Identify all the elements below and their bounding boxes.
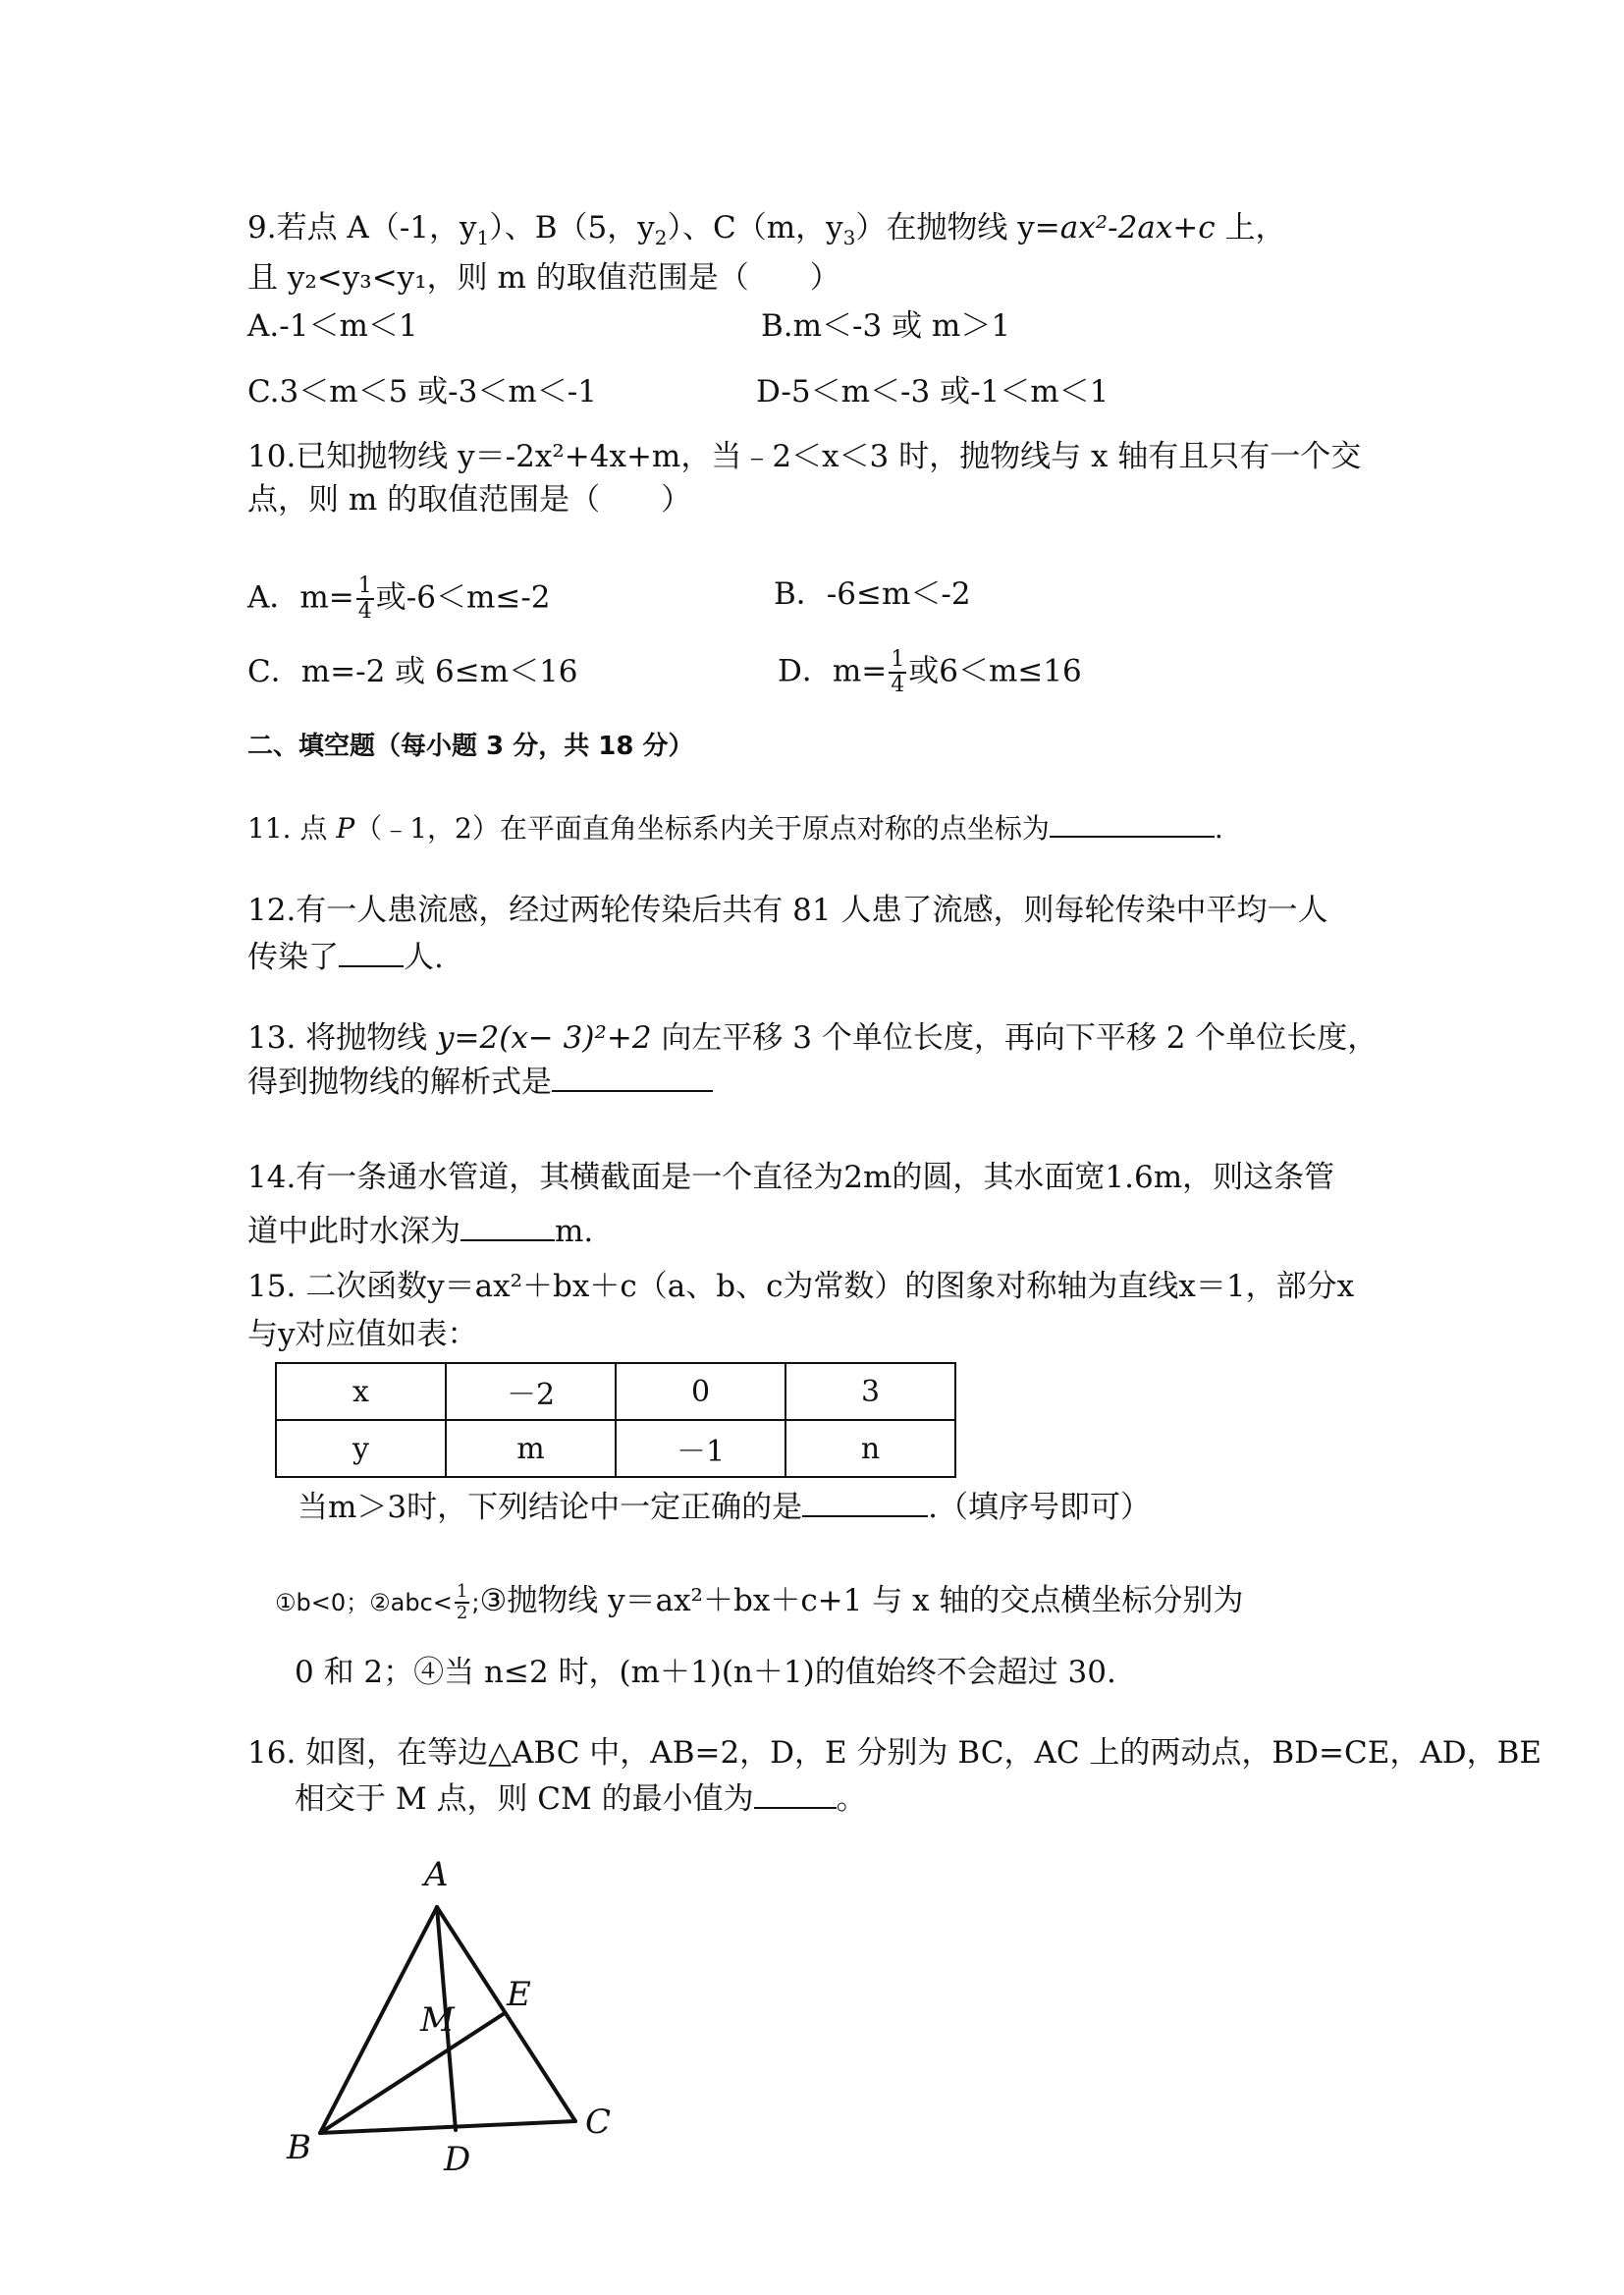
q11-suffix: （﹣1，2）在平面直角坐标系内关于原点对称的点坐标为	[354, 812, 1050, 845]
q9-text-e: 上，	[1215, 210, 1286, 246]
q15-statements-rest: ③抛物线 y＝ax²＋bx＋c+1 与 x 轴的交点横坐标分别为	[479, 1583, 1244, 1618]
q11-var: P	[336, 812, 355, 845]
q13-line2-text: 得到抛物线的解析式是	[247, 1065, 552, 1100]
q15-condition-suffix: .（填序号即可）	[928, 1490, 1151, 1525]
q11-end: .	[1214, 812, 1223, 845]
table-cell: x	[276, 1363, 446, 1420]
q15-statements-small-end: ;	[471, 1589, 480, 1616]
q9-sub-1: 1	[476, 226, 490, 250]
q16-line1: 16. 如图，在等边△ABC 中，AB=2，D，E 分别为 BC，AC 上的两动点，BD=CE，AD，BE	[247, 1735, 1543, 1771]
side-bc	[320, 2121, 575, 2133]
q10-option-d	[778, 648, 1082, 697]
q10-option-d-suffix: 或6＜m≤16	[908, 653, 1082, 689]
q9-text-d: ）在抛物线 y=	[855, 210, 1060, 246]
triangle-figure	[275, 1846, 648, 2180]
table-cell: n	[785, 1420, 955, 1477]
fraction-denominator: 4	[891, 673, 905, 697]
q10-option-d-fraction	[889, 648, 906, 697]
q9-line2: 且 y₂<y₃<y₁，则 m 的取值范围是（ ）	[247, 260, 840, 296]
q13-line2	[247, 1063, 713, 1102]
table-row	[276, 1420, 955, 1477]
label-m: M	[420, 2000, 455, 2040]
label-d: D	[444, 2140, 471, 2179]
label-e: E	[507, 1975, 531, 2014]
q10-option-b: B．-6≤m＜-2	[774, 576, 971, 612]
table-cell: m	[446, 1420, 616, 1477]
q9-text-b: ）、B（5，y	[489, 210, 655, 246]
q13-formula: y=2(x− 3)²+2	[437, 1020, 652, 1056]
table-cell: 0	[616, 1363, 785, 1420]
table-cell: 3	[785, 1363, 955, 1420]
q10-option-a-prefix: A．m=	[247, 579, 354, 616]
q16-line2	[295, 1779, 867, 1819]
q9-option-b: B.m＜-3 或 m＞1	[761, 308, 1011, 344]
q9-text-a: 9.若点 A（-1，y	[247, 210, 477, 246]
q9-option-a: A.-1＜m＜1	[247, 308, 418, 344]
q10-option-d-prefix: D．m=	[778, 653, 888, 689]
label-b: B	[287, 2128, 311, 2167]
q15-line1: 15. 二次函数y＝ax²＋bx＋c（a、b、c为常数）的图象对称轴为直线x＝1，部分x	[247, 1269, 1355, 1304]
q15-condition	[298, 1488, 1151, 1527]
q15-statements-line2: 0 和 2；④当 n≤2 时，(m＋1)(n＋1)的值始终不会超过 30.	[295, 1655, 1116, 1690]
table-cell: －2	[446, 1363, 616, 1420]
q9-option-c: C.3＜m＜5 或-3＜m＜-1	[247, 374, 597, 410]
answer-blank	[339, 940, 404, 967]
q9-sub-3: 3	[842, 226, 856, 250]
q16-line2-prefix: 相交于 M 点，则 CM 的最小值为	[295, 1781, 754, 1817]
answer-blank	[460, 1214, 555, 1241]
value-table	[275, 1362, 956, 1478]
q13-suffix: 向左平移 3 个单位长度，再向下平移 2 个单位长度，	[651, 1020, 1379, 1056]
answer-blank	[802, 1490, 928, 1517]
q15-statements-small: ①b<0；②abc<	[275, 1589, 453, 1616]
table-cell: －1	[616, 1420, 785, 1477]
fraction-numerator: 1	[357, 574, 372, 598]
segment-be	[320, 2013, 505, 2133]
q14-line2	[247, 1212, 593, 1251]
q10-line1: 10.已知抛物线 y＝-2x²+4x+m，当﹣2＜x＜3 时，抛物线与 x 轴有且只有一个交	[247, 439, 1362, 474]
table-row	[276, 1363, 955, 1420]
q15-fraction	[455, 1582, 469, 1623]
q15-line2: 与y对应值如表：	[247, 1317, 478, 1352]
fraction-numerator: 1	[891, 647, 905, 672]
q10-option-a-fraction	[356, 574, 374, 624]
q13-prefix: 13. 将抛物线	[247, 1020, 438, 1056]
q14-line2-prefix: 道中此时水深为	[247, 1214, 460, 1249]
q12-line1: 12.有一人患流感，经过两轮传染后共有 81 人患了流感，则每轮传染中平均一人	[247, 893, 1328, 928]
fraction-denominator: 2	[456, 1602, 468, 1623]
answer-blank	[754, 1781, 837, 1809]
label-c: C	[585, 2103, 612, 2142]
q14-line2-suffix: m.	[555, 1214, 594, 1249]
section-heading: 二、填空题（每小题 3 分，共 18 分）	[247, 732, 694, 761]
q9-text-c: ）、C（m，y	[667, 210, 843, 246]
q10-option-a	[247, 574, 551, 624]
q15-condition-prefix: 当m＞3时，下列结论中一定正确的是	[298, 1490, 803, 1525]
q14-line1: 14.有一条通水管道，其横截面是一个直径为2m的圆，其水面宽1.6m，则这条管	[247, 1160, 1335, 1195]
q12-line2	[247, 938, 444, 977]
q11-prefix: 11. 点	[247, 812, 337, 845]
answer-blank	[1050, 810, 1215, 838]
fraction-numerator: 1	[456, 1580, 468, 1602]
q12-line2-prefix: 传染了	[247, 940, 339, 975]
q10-option-c: C．m=-2 或 6≤m＜16	[247, 654, 578, 689]
q16-line2-suffix: 。	[836, 1781, 867, 1817]
q9-line1	[247, 208, 1286, 250]
q12-line2-suffix: 人.	[404, 940, 444, 975]
q9-sub-2: 2	[654, 226, 668, 250]
q10-option-a-suffix: 或-6＜m≤-2	[375, 579, 551, 616]
answer-blank	[552, 1065, 713, 1092]
q15-statements-line1	[275, 1581, 1243, 1623]
q9-option-d: D-5＜m＜-3 或-1＜m＜1	[756, 374, 1110, 410]
label-a: A	[424, 1855, 449, 1894]
q10-line2: 点，则 m 的取值范围是（ ）	[247, 482, 692, 518]
q13-line1	[247, 1018, 1378, 1058]
q9-parabola: ax²-2ax+c	[1059, 210, 1216, 246]
q11-line	[247, 809, 1223, 848]
table-cell: y	[276, 1420, 446, 1477]
fraction-denominator: 4	[357, 599, 372, 624]
